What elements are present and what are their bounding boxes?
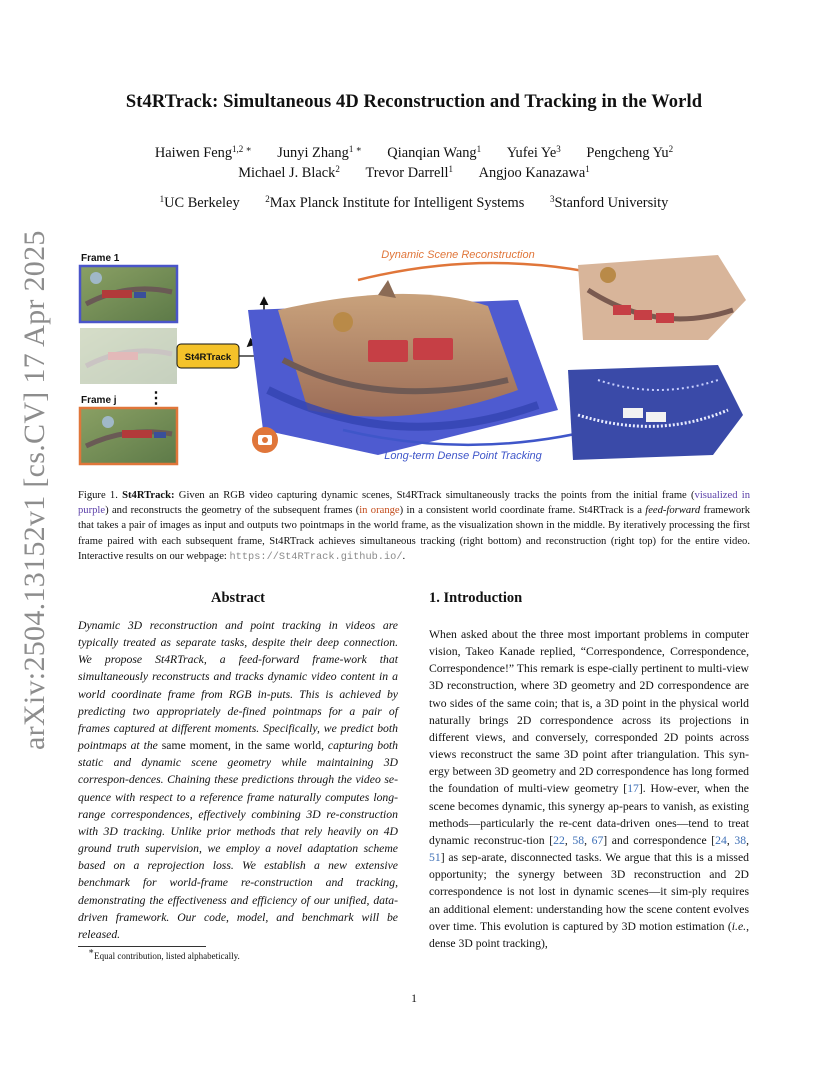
author: Haiwen Feng$^{1,2 ∗}$ [154,144,252,161]
ellipsis-dots: ⋮ [148,390,164,407]
reconstruction-label: Dynamic Scene Reconstruction [381,249,535,261]
abstract-text: Dynamic 3D reconstruction and point tracking in videos are typically treated as separate tasks, despite their deep connection. We propose St4RTrack, a feed-forward frame-work that simultaneously reconstructs and tracks dynamic video content in a world coordinate frame from RGB in-puts. This is achieved by predicting two appropriately de-fined pointmaps for a pair of frames captured at different moments. Specifically, we predict both pointmaps at the same moment, in the same world, capturing both static and dynamic scene geometry while maintaining 3D correspon-dences. Chaining these predictions through the video se-quence with respect to a reference frame naturally computes long-range correspondences, effectively combining 3D re-construction with 3D tracking. Unlike prior methods that rely heavily on 4D ground truth supervision, we employ a novel adaptation scheme based on a reprojection loss. We establish a new extensive benchmark for world-frame re-construction and tracking, demonstrating the effectiveness and efficiency of our unified, data-driven framework. Our code, model, and benchmark will be released. [78,619,399,941]
central-pointmap-visualization [248,280,558,455]
affiliation: $^3$Stanford University [549,194,669,211]
author: Qianqian Wang$^1$ [387,144,482,161]
citation-link[interactable]: 17 [627,782,639,796]
citation-link[interactable]: 22 [553,833,565,847]
author-line-1 [0,145,828,162]
paper-title: St4RTrack: Simultaneous 4D Reconstruction and Tracking in the World [125,92,703,112]
teaser-figure [78,240,750,468]
figure-number: Figure 1. [78,490,118,501]
purple-highlight: visualized in purple [78,490,750,517]
frame-j-thumbnail [80,408,177,464]
citation-link[interactable]: 67 [591,833,604,847]
citation-link[interactable]: 58 [572,833,585,847]
frame-j-label: Frame j [81,395,117,406]
author: Trevor Darrell$^1$ [365,164,453,181]
orange-highlight: in orange [359,505,400,517]
camera-icon [252,427,278,453]
middle-frame-thumbnail [80,328,177,384]
introduction-text: When asked about the three most important problems in computer vision, Takeo Kanade replied, “Correspondence, Correspondence, Correspondence!” This remark is espe-cially pertinent to multi-view 3D reconstruction, where 3D geometry and 2D correspondence are two sides of the same coin; that is, a 3D point in the physical world naturally brings 2D correspondence across its projections in different views, and conversely, corresponded 2D points across views reconstruct the same 3D point after triangulation. This syn-ergy between 3D geometry and 2D correspondence has long formed the foundation of multi-view geometry [17]. How-ever, when the scene becomes dynamic, this synergy ap-pears to vanish, as existing methods—particularly the re-cent data-driven ones—tend to treat dynamic reconstruc-tion [22, 58, 67] and correspondence [24, 38, 51] as sep-arate, disconnected tasks. We argue that this is a missed opportunity; the synergy between 3D reconstruction and 2D correspondence is not lost in dynamic scenes—it sim-ply requires an additional element: understanding how the scene content evolves over time. This evolution is captured by 3D motion estimation (i.e., dense 3D point tracking), [429,628,750,950]
author-line-2 [0,165,828,182]
footnote: ∗Equal contribution, listed alphabetically. [88,946,240,961]
citation-link[interactable]: 51 [429,851,441,865]
tracking-label: Long-term Dense Point Tracking [384,450,542,462]
tracking-result [568,365,743,460]
figure-caption: Figure 1. St4RTrack: Given an RGB video capturing dynamic scenes, St4RTrack simultaneously tracks the points from the initial frame (visualized in purple) and reconstructs the geometry of the subsequent frames (in orange) in a consistent world coordinate frame. St4RTrack is a feed-forward framework that takes a pair of images as input and outputs two pointmaps in the world frame, as the visualization shown in the middle. By iteratively processing the first frame paired with each subsequent frame, St4RTrack achieves simultaneous tracking (right bottom) and reconstruction (right top) for the entire video. Interactive results on our webpage: https://St4RTrack.github.io/. [78,490,750,563]
caption-bold: St4RTrack: [122,490,175,501]
author: Angjoo Kanazawa$^1$ [478,164,590,181]
project-url-link[interactable]: https://St4RTrack.github.io/ [229,550,403,563]
affiliation: $^1$UC Berkeley [159,194,240,211]
citation-link[interactable]: 38 [734,833,747,847]
affiliations [0,195,828,212]
author: Michael J. Black$^2$ [238,164,340,181]
citation-link[interactable]: 24 [715,833,727,847]
affiliation: $^2$Max Planck Institute for Intelligent Systems [265,194,525,211]
frame-1-label: Frame 1 [81,253,120,264]
introduction-heading: 1. Introduction [429,590,523,606]
author: Pengcheng Yu$^2$ [586,144,674,161]
page-number: 1 [411,992,417,1005]
model-label: St4RTrack [184,352,232,363]
reconstruction-result [578,255,746,340]
abstract-heading: Abstract [211,590,265,606]
frame-1-thumbnail [80,266,177,322]
author: Yufei Ye$^3$ [506,144,561,161]
arxiv-side-label: arXiv:2504.13152v1 [cs.CV] 17 Apr 2025 [18,230,51,750]
author: Junyi Zhang$^{1 ∗}$ [277,144,362,161]
footnote-rule [78,946,206,947]
